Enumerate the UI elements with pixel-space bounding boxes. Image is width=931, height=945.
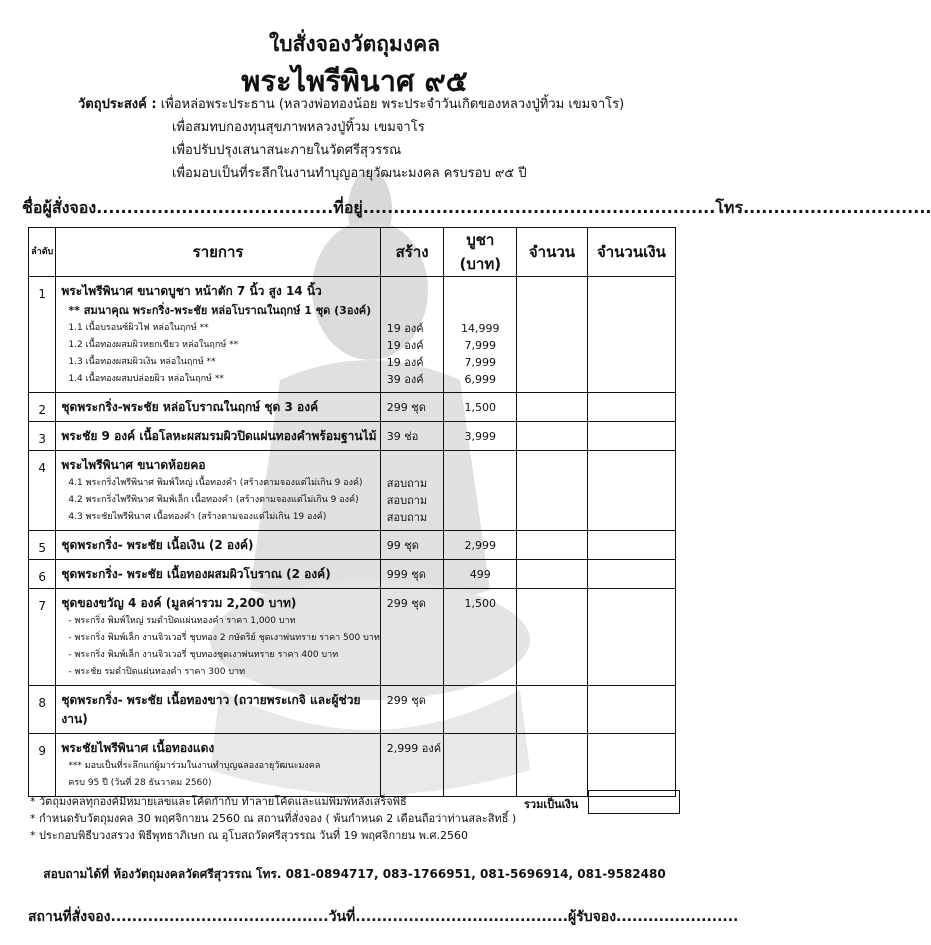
price-value xyxy=(444,630,516,647)
item-description-cell xyxy=(56,451,380,531)
place-field[interactable]: ......................................... xyxy=(110,909,329,925)
made-quantity xyxy=(381,301,444,320)
item-sub-line: 1.4 เนื้อทองผสมปล่อยผิว หล่อในฤกษ์ ** xyxy=(68,374,224,384)
notes-section xyxy=(30,793,516,844)
item-sub-line: ครบ 95 ปี (วันที่ 28 ธันวาคม 2560) xyxy=(68,778,212,788)
made-quantity: 39 ช่อ xyxy=(386,430,419,443)
table-row xyxy=(29,393,676,422)
row-number-cell xyxy=(29,393,56,422)
orderer-name-label: ชื่อผู้สั่งจอง xyxy=(22,198,97,217)
date-field[interactable]: ........................................ xyxy=(355,909,568,925)
price-value xyxy=(444,475,516,492)
note-line: * กำหนดรับวัตถุมงคล 30 พฤศจิกายน 2560 ณ สถานที่สั่งจอง ( พ้นกำหนด 2 เดือนถือว่าท่านสละสิทธิ์ ) xyxy=(30,812,517,825)
price-value xyxy=(444,509,516,526)
price-value xyxy=(444,456,516,475)
made-quantity xyxy=(381,282,444,301)
price-value xyxy=(444,301,516,320)
total-amount-field[interactable] xyxy=(588,790,680,814)
phone-field[interactable]: ............................... xyxy=(743,198,931,217)
price-value xyxy=(444,775,516,792)
price-value xyxy=(444,739,516,758)
made-quantity: สอบถาม xyxy=(386,494,428,507)
row-number-cell xyxy=(29,589,56,686)
purpose-line: เพื่อสมทบกองทุนสุขภาพหลวงปู่ทิ้วม เขมจาโร xyxy=(172,120,425,135)
made-quantity xyxy=(381,664,444,681)
made-quantity-cell xyxy=(380,560,444,589)
item-title: ** สมนาคุณ พระกริ่ง-พระชัย หล่อโบราณในฤกษ์ 1 ชุด (3องค์) xyxy=(68,304,372,317)
price-cell xyxy=(444,531,517,560)
order-amount-field[interactable] xyxy=(587,531,675,560)
made-quantity: 19 องค์ xyxy=(386,356,424,369)
order-amount-field[interactable] xyxy=(587,277,675,393)
made-quantity: 299 ชุด xyxy=(386,401,426,414)
made-quantity: 39 องค์ xyxy=(386,373,424,386)
row-number-cell xyxy=(29,531,56,560)
item-title: ชุดพระกริ่ง- พระชัย เนื้อทองผสมผิวโบราณ (2 องค์) xyxy=(61,567,331,581)
row-number: 2 xyxy=(38,403,47,417)
item-description-cell xyxy=(56,686,380,734)
item-sub-line: - พระกริ่ง พิมพ์ใหญ่ รมดำปิดแผ่นทองคำ ราคา 1,000 บาท xyxy=(68,616,296,626)
price-value: 7,999 xyxy=(464,339,497,352)
item-sub-line: - พระชัย รมดำปิดแผ่นทองคำ ราคา 300 บาท xyxy=(68,667,246,677)
order-place-line xyxy=(28,906,739,928)
table-row xyxy=(29,734,676,797)
price-value xyxy=(444,492,516,509)
price-value xyxy=(444,691,516,710)
made-quantity-cell xyxy=(380,589,444,686)
made-quantity: 299 ชุด xyxy=(386,597,426,610)
item-title: ชุดพระกริ่ง- พระชัย เนื้อเงิน (2 องค์) xyxy=(61,538,254,552)
order-qty-field[interactable] xyxy=(517,531,588,560)
order-amount-field[interactable] xyxy=(587,422,675,451)
price-value xyxy=(444,647,516,664)
price-value: 1,500 xyxy=(464,597,497,610)
price-value xyxy=(444,613,516,630)
col-header-price: บูชา (บาท) xyxy=(444,228,517,277)
price-cell xyxy=(444,422,517,451)
item-description-cell xyxy=(56,531,380,560)
price-value: 1,500 xyxy=(464,401,497,414)
item-sub-line: - พระกริ่ง พิมพ์เล็ก งานจิวเวอรี่ ชุบทองชุดเงาพ่นทราย ราคา 400 บาท xyxy=(68,650,339,660)
made-quantity xyxy=(381,456,444,475)
item-title: พระชัย 9 องค์ เนื้อโลหะผสมรมผิวปิดแผ่นทองคำพร้อมฐานไม้ xyxy=(61,429,377,443)
item-sub-line: 4.2 พระกริ่งไพรีพินาศ พิมพ์เล็ก เนื้อทองคำ (สร้างตามจองแต่ไม่เกิน 9 องค์) xyxy=(68,495,359,505)
row-number: 7 xyxy=(38,599,47,613)
table-row xyxy=(29,451,676,531)
made-quantity-cell xyxy=(380,451,444,531)
order-amount-field[interactable] xyxy=(587,393,675,422)
price-cell xyxy=(444,393,517,422)
made-quantity: 99 ชุด xyxy=(386,539,419,552)
made-quantity xyxy=(381,630,444,647)
date-label: วันที่ xyxy=(328,909,356,925)
orderer-name-field[interactable]: ....................................... xyxy=(96,198,334,217)
item-sub-line: - พระกริ่ง พิมพ์เล็ก งานจิวเวอรี่ ชุบทอง 2 กษัตริย์ ชุดเงาพ่นทราย ราคา 500 บาท xyxy=(68,633,380,643)
made-quantity: 2,999 องค์ xyxy=(386,742,442,755)
price-value: 2,999 xyxy=(464,539,497,552)
made-quantity: 19 องค์ xyxy=(386,339,424,352)
address-label: ที่อยู่ xyxy=(333,198,363,217)
row-number-cell xyxy=(29,451,56,531)
item-sub-line: 4.3 พระชัยไพรีพินาศ เนื้อทองคำ (สร้างตามจองแต่ไม่เกิน 19 องค์) xyxy=(68,512,327,522)
order-amount-field[interactable] xyxy=(587,560,675,589)
made-quantity: 19 องค์ xyxy=(386,322,424,335)
made-quantity xyxy=(381,775,444,792)
item-description-cell xyxy=(56,422,380,451)
item-sub-line: 1.1 เนื้อบรอนซ์ผิวไฟ หล่อในฤกษ์ ** xyxy=(68,323,209,333)
order-amount-field[interactable] xyxy=(587,734,675,797)
price-value: 499 xyxy=(469,568,491,581)
made-quantity: สอบถาม xyxy=(386,477,428,490)
price-cell xyxy=(444,686,517,734)
col-header-made: สร้าง xyxy=(380,228,444,277)
order-qty-field[interactable] xyxy=(517,560,588,589)
item-sub-line: 1.2 เนื้อทองผสมผิวหยกเขียว หล่อในฤกษ์ ** xyxy=(68,340,239,350)
purpose-line: เพื่อปรับปรุงเสนาสนะภายในวัดศรีสุวรรณ xyxy=(172,143,402,158)
table-row xyxy=(29,277,676,393)
item-title: พระไพรีพินาศ ขนาดบูชา หน้าตัก 7 นิ้ว สูง 14 นิ้ว xyxy=(61,284,322,298)
order-qty-field[interactable] xyxy=(517,393,588,422)
order-qty-field[interactable] xyxy=(517,451,588,531)
total-label: รวมเป็นเงิน xyxy=(524,798,579,811)
table-row xyxy=(29,531,676,560)
receiver-field[interactable]: ....................... xyxy=(616,909,739,925)
address-field[interactable]: .......................................................... xyxy=(362,198,716,217)
contact-info: สอบถามได้ที่ ห้องวัตถุมงคลวัดศรีสุวรรณ โทร. 081-0894717, 083-1766951, 081-5696914, 081-9582480 xyxy=(43,867,666,881)
item-title: ชุดพระกริ่ง-พระชัย หล่อโบราณในฤกษ์ ชุด 3 องค์ xyxy=(61,400,319,414)
item-title: พระไพรีพินาศ ขนาดห้อยคอ xyxy=(61,458,206,472)
order-amount-field[interactable] xyxy=(587,451,675,531)
order-table xyxy=(28,227,676,797)
order-qty-field[interactable] xyxy=(517,277,588,393)
item-description-cell xyxy=(56,734,380,797)
table-row xyxy=(29,560,676,589)
price-cell xyxy=(444,560,517,589)
item-title: พระชัยไพรีพินาศ เนื้อทองแดง xyxy=(61,741,215,755)
phone-label: โทร xyxy=(715,198,744,217)
row-number-cell xyxy=(29,686,56,734)
receiver-label: ผู้รับจอง xyxy=(567,909,617,925)
made-quantity: 999 ชุด xyxy=(386,568,426,581)
made-quantity: สอบถาม xyxy=(386,511,428,524)
item-title: ชุดพระกริ่ง- พระชัย เนื้อทองขาว (ถวายพระเกจิ และผู้ช่วยงาน) xyxy=(61,693,361,726)
item-sub-line: 1.3 เนื้อทองผสมผิวเงิน หล่อในฤกษ์ ** xyxy=(68,357,216,367)
row-number-cell xyxy=(29,560,56,589)
row-number: 5 xyxy=(38,541,47,555)
item-title: ชุดของขวัญ 4 องค์ (มูลค่ารวม 2,200 บาท) xyxy=(61,596,297,610)
made-quantity xyxy=(381,647,444,664)
order-qty-field[interactable] xyxy=(517,686,588,734)
table-row xyxy=(29,422,676,451)
price-value: 14,999 xyxy=(461,322,500,335)
row-number: 3 xyxy=(38,432,47,446)
item-sub-line: 4.1 พระกริ่งไพรีพินาศ พิมพ์ใหญ่ เนื้อทองคำ (สร้างตามจองแต่ไม่เกิน 9 องค์) xyxy=(68,478,363,488)
item-description-cell xyxy=(56,589,380,686)
made-quantity-cell xyxy=(380,277,444,393)
place-label: สถานที่สั่งจอง xyxy=(28,909,111,925)
made-quantity xyxy=(381,613,444,630)
table-row xyxy=(29,589,676,686)
row-number: 6 xyxy=(38,570,47,584)
purpose-label: วัตถุประสงค์ : xyxy=(78,97,157,112)
price-value xyxy=(444,664,516,681)
made-quantity-cell xyxy=(380,734,444,797)
note-line: * วัตถุมงคลทุกองค์มีหมายเลขและโค้ดกำกับ ทำลายโค้ดและแม่พิมพ์หลังเสร็จพิธี xyxy=(30,795,407,808)
price-value: 3,999 xyxy=(464,430,497,443)
made-quantity-cell xyxy=(380,531,444,560)
row-number: 1 xyxy=(38,287,47,301)
col-header-item: รายการ xyxy=(56,228,380,277)
item-description-cell xyxy=(56,393,380,422)
price-value: 7,999 xyxy=(464,356,497,369)
purpose-section xyxy=(78,93,698,185)
orderer-info-line xyxy=(22,196,931,221)
order-amount-field[interactable] xyxy=(587,686,675,734)
row-number-cell xyxy=(29,734,56,797)
note-line: * ประกอบพิธีบวงสรวง พิธีพุทธาภิเษก ณ อุโบสถวัดศรีสุวรรณ วันที่ 19 พฤศจิกายน พ.ศ.2560 xyxy=(30,829,468,842)
order-qty-field[interactable] xyxy=(517,734,588,797)
made-quantity-cell xyxy=(380,393,444,422)
price-cell xyxy=(444,277,517,393)
row-number: 8 xyxy=(38,696,47,710)
item-sub-line: *** มอบเป็นที่ระลึกแก่ผู้มาร่วมในงานทำบุญฉลองอายุวัฒนะมงคล xyxy=(68,761,321,771)
col-header-amount: จำนวนเงิน xyxy=(587,228,675,277)
form-title: ใบสั่งจองวัตถุมงคล xyxy=(269,32,440,56)
amulet-name-title: พระไพรีพินาศ ๙๕ xyxy=(241,64,468,98)
purpose-line: เพื่อมอบเป็นที่ระลึกในงานทำบุญอายุวัฒนะมงคล ครบรอบ ๙๕ ปี xyxy=(172,166,527,181)
row-number: 9 xyxy=(38,744,47,758)
table-row xyxy=(29,686,676,734)
col-header-no: ลำดับ xyxy=(29,228,56,277)
price-cell xyxy=(444,451,517,531)
item-description-cell xyxy=(56,560,380,589)
order-qty-field[interactable] xyxy=(517,422,588,451)
price-value: 6,999 xyxy=(464,373,497,386)
made-quantity: 299 ชุด xyxy=(386,694,426,707)
row-number-cell xyxy=(29,277,56,393)
col-header-qty: จำนวน xyxy=(517,228,588,277)
made-quantity-cell xyxy=(380,422,444,451)
price-cell xyxy=(444,734,517,797)
item-description-cell xyxy=(56,277,380,393)
row-number: 4 xyxy=(38,461,47,475)
price-value xyxy=(444,758,516,775)
order-amount-field[interactable] xyxy=(587,589,675,686)
table-header-row xyxy=(29,228,676,277)
price-value xyxy=(444,282,516,301)
order-qty-field[interactable] xyxy=(517,589,588,686)
made-quantity-cell xyxy=(380,686,444,734)
purpose-line: เพื่อหล่อพระประธาน (หลวงพ่อทองน้อย พระประจำวันเกิดของหลวงปู่ทิ้วม เขมจาโร) xyxy=(160,97,625,112)
price-cell xyxy=(444,589,517,686)
row-number-cell xyxy=(29,422,56,451)
made-quantity xyxy=(381,758,444,775)
